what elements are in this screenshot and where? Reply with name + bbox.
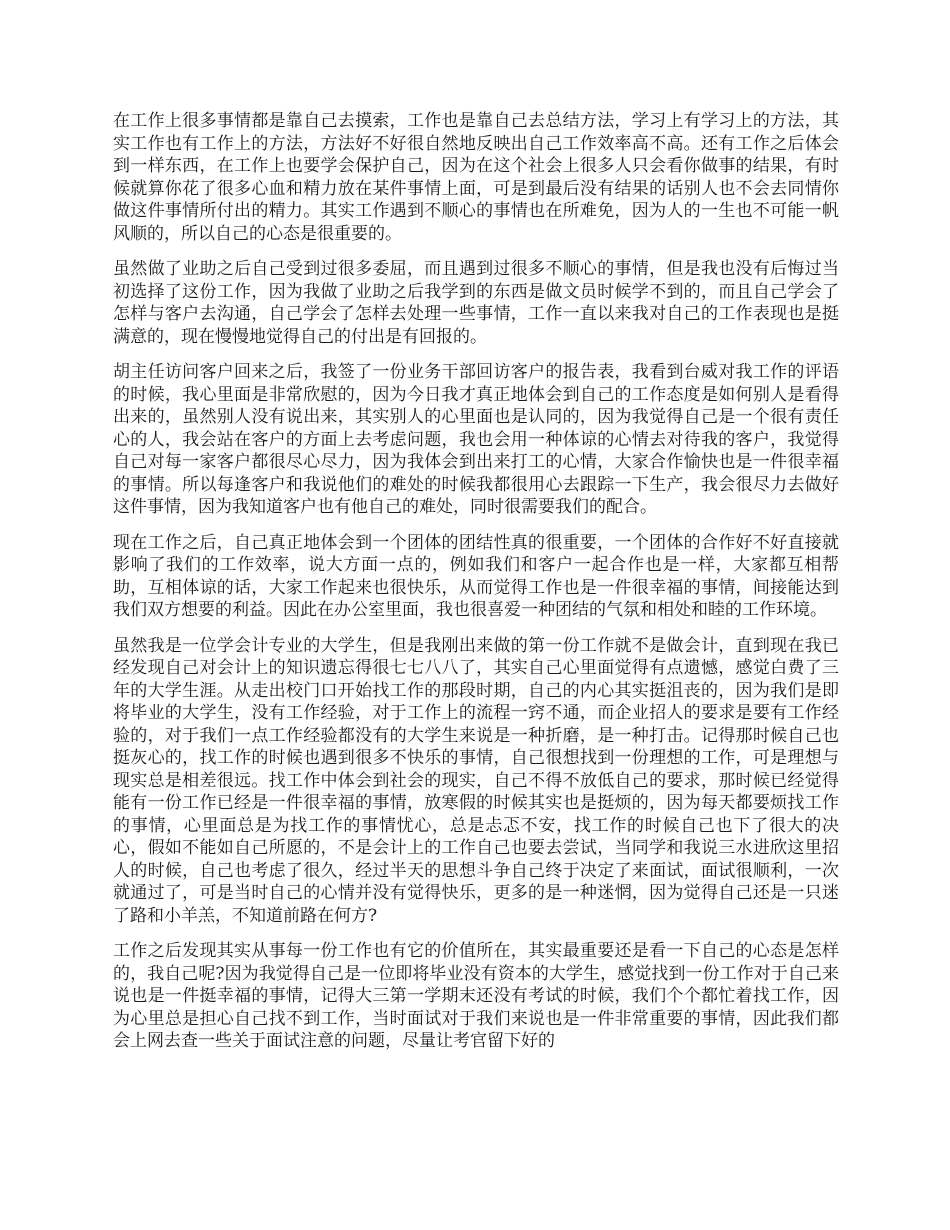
paragraph-4: 现在工作之后，自己真正地体会到一个团体的团结性真的很重要，一个团体的合作好不好直接就影响了我们的工作效率，说大方面一点的，例如我们和客户一起合作也是一样，大家都互相帮助，互相体谅的话，大家工作起来也很快乐，从而觉得工作也是一件很幸福的事情，间接能达到我们双方想要的利益。因此在办公室里面，我也很喜爱一种团结的气氛和相处和睦的工作环境。 — [113, 532, 839, 620]
paragraph-2: 虽然做了业助之后自己受到过很多委屈，而且遇到过很多不顺心的事情，但是我也没有后悔过当初选择了这份工作，因为我做了业助之后我学到的东西是做文员时候学不到的，而且自己学会了怎样与客户去沟通，自己学会了怎样去处理一些事情，工作一直以来我对自己的工作表现也是挺满意的，现在慢慢地觉得自己的付出是有回报的。 — [113, 259, 839, 347]
paragraph-6: 工作之后发现其实从事每一份工作也有它的价值所在，其实最重要还是看一下自己的心态是怎样的，我自己呢?因为我觉得自己是一位即将毕业没有资本的大学生，感觉找到一份工作对于自己来说也是一件挺幸福的事情，记得大三第一学期末还没有考试的时候，我们个个都忙着找工作，因为心里总是担心自己找不到工作，当时面试对于我们来说也是一件非常重要的事情，因此我们都会上网去查一些关于面试注意的问题，尽量让考官留下好的 — [113, 941, 839, 1051]
paragraph-5: 虽然我是一位学会计专业的大学生，但是我刚出来做的第一份工作就不是做会计，直到现在我已经发现自己对会计上的知识遗忘得很七七八八了，其实自己心里面觉得有点遗憾，感觉白费了三年的大学生涯。从走出校门口开始找工作的那段时期，自己的内心其实挺沮丧的，因为我们是即将毕业的大学生，没有工作经验，对于工作上的流程一窍不通，而企业招人的要求是要有工作经验的，对于我们一点工作经验都没有的大学生来说是一种折磨，是一种打击。记得那时候自己也挺灰心的，找工作的时候也遇到很多不快乐的事情，自己很想找到一份理想的工作，可是理想与现实总是相差很远。找工作中体会到社会的现实，自己不得不放低自己的要求，那时候已经觉得能有一份工作已经是一件很幸福的事情，放寒假的时候其实也是挺烦的，因为每天都要烦找工作的事情，心里面总是为找工作的事情忧心，总是忐忑不安，找工作的时候自己也下了很大的决心，假如不能如自己所愿的，不是会计上的工作自己也要去尝试，当同学和我说三水进欣这里招人的时候，自己也考虑了很久，经过半天的思想斗争自己终于决定了来面试，面试很顺利，一次就通过了，可是当时自己的心情并没有觉得快乐，更多的是一种迷惘，因为觉得自己还是一只迷了路和小羊羔，不知道前路在何方? — [113, 635, 839, 926]
paragraph-1: 在工作上很多事情都是靠自己去摸索，工作也是靠自己去总结方法，学习上有学习上的方法，其实工作也有工作上的方法，方法好不好很自然地反映出自己工作效率高不高。还有工作之后体会到一样东西，在工作上也要学会保护自己，因为在这个社会上很多人只会看你做事的结果，有时候就算你花了很多心血和精力放在某件事情上面，可是到最后没有结果的话别人也不会去同情你做这件事情所付出的精力。其实工作遇到不顺心的事情也在所难免，因为人的一生也不可能一帆风顺的，所以自己的心态是很重要的。 — [113, 111, 839, 244]
document-body — [113, 110, 839, 1066]
paragraph-3: 胡主任访问客户回来之后，我签了一份业务干部回访客户的报告表，我看到台威对我工作的评语的时候，我心里面是非常欣慰的，因为今日我才真正地体会到自己的工作态度是如何别人是看得出来的，虽然别人没有说出来，其实别人的心里面也是认同的，因为我觉得自己是一个很有责任心的人，我会站在客户的方面上去考虑问题，我也会用一种体谅的心情去对待我的客户，我觉得自己对每一家客户都很尽心尽力，因为我体会到出来打工的心情，大家合作愉快也是一件很幸福的事情。所以每逢客户和我说他们的难处的时候我都很用心去跟踪一下生产，我会很尽力去做好这件事情，因为我知道客户也有他自己的难处，同时很需要我们的配合。 — [113, 362, 839, 517]
